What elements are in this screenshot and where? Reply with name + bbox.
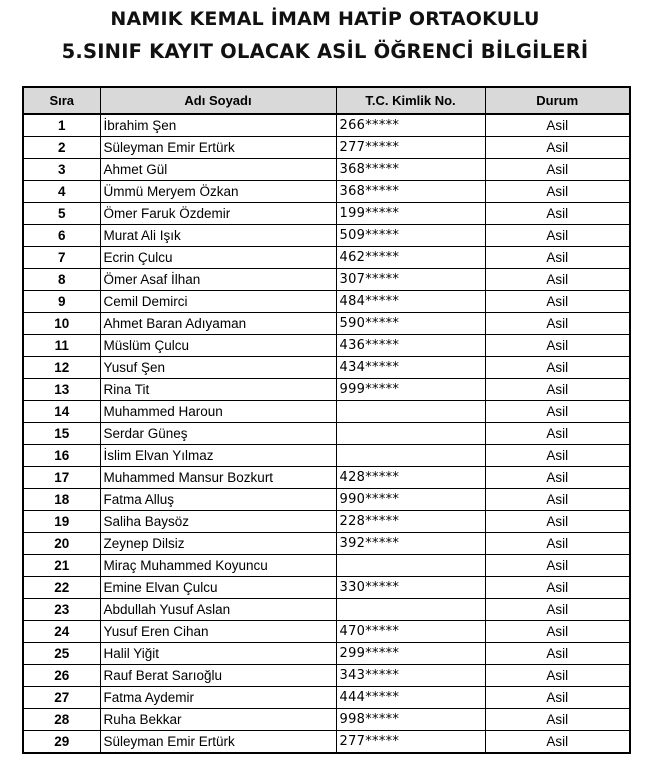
row-student-name: Fatma Aydemir xyxy=(100,687,336,709)
row-id-number: 199***** xyxy=(336,203,485,225)
row-student-name: İbrahim Şen xyxy=(100,114,336,137)
row-student-name: İslim Elvan Yılmaz xyxy=(100,445,336,467)
row-id-number: 509***** xyxy=(336,225,485,247)
table-row xyxy=(23,291,630,313)
row-student-name: Ömer Asaf İlhan xyxy=(100,269,336,291)
table-row xyxy=(23,335,630,357)
row-order-no: 23 xyxy=(23,599,100,621)
row-status: Asil xyxy=(485,225,630,247)
row-order-no: 17 xyxy=(23,467,100,489)
student-table xyxy=(22,86,631,754)
table-row xyxy=(23,247,630,269)
row-student-name: Saliha Baysöz xyxy=(100,511,336,533)
row-status: Asil xyxy=(485,114,630,137)
row-status: Asil xyxy=(485,379,630,401)
header-status: Durum xyxy=(485,87,630,114)
row-id-number: 434***** xyxy=(336,357,485,379)
table-row xyxy=(23,181,630,203)
row-student-name: Müslüm Çulcu xyxy=(100,335,336,357)
row-status: Asil xyxy=(485,555,630,577)
table-row xyxy=(23,665,630,687)
table-row xyxy=(23,357,630,379)
row-id-number: 999***** xyxy=(336,379,485,401)
row-id-number: 277***** xyxy=(336,137,485,159)
table-row xyxy=(23,445,630,467)
row-student-name: Ahmet Gül xyxy=(100,159,336,181)
table-row xyxy=(23,203,630,225)
row-status: Asil xyxy=(485,159,630,181)
row-student-name: Muhammed Mansur Bozkurt xyxy=(100,467,336,489)
table-row xyxy=(23,643,630,665)
row-id-number xyxy=(336,555,485,577)
row-id-number xyxy=(336,445,485,467)
row-id-number: 277***** xyxy=(336,731,485,754)
row-order-no: 20 xyxy=(23,533,100,555)
row-student-name: Ahmet Baran Adıyaman xyxy=(100,313,336,335)
row-order-no: 10 xyxy=(23,313,100,335)
row-id-number: 436***** xyxy=(336,335,485,357)
table-row xyxy=(23,731,630,754)
row-status: Asil xyxy=(485,203,630,225)
school-name-title: NAMIK KEMAL İMAM HATİP ORTAOKULU xyxy=(110,8,540,30)
row-order-no: 13 xyxy=(23,379,100,401)
row-order-no: 11 xyxy=(23,335,100,357)
row-status: Asil xyxy=(485,181,630,203)
table-row xyxy=(23,511,630,533)
row-student-name: Fatma Alluş xyxy=(100,489,336,511)
row-id-number: 266***** xyxy=(336,114,485,137)
row-order-no: 14 xyxy=(23,401,100,423)
table-row xyxy=(23,599,630,621)
table-row xyxy=(23,159,630,181)
row-student-name: Zeynep Dilsiz xyxy=(100,533,336,555)
row-order-no: 29 xyxy=(23,731,100,754)
row-status: Asil xyxy=(485,731,630,754)
row-order-no: 27 xyxy=(23,687,100,709)
row-status: Asil xyxy=(485,445,630,467)
row-order-no: 9 xyxy=(23,291,100,313)
row-status: Asil xyxy=(485,687,630,709)
row-id-number: 470***** xyxy=(336,621,485,643)
row-order-no: 19 xyxy=(23,511,100,533)
row-id-number xyxy=(336,401,485,423)
row-order-no: 3 xyxy=(23,159,100,181)
row-status: Asil xyxy=(485,643,630,665)
table-row xyxy=(23,401,630,423)
row-order-no: 15 xyxy=(23,423,100,445)
row-student-name: Halil Yiğit xyxy=(100,643,336,665)
table-row xyxy=(23,577,630,599)
row-order-no: 18 xyxy=(23,489,100,511)
table-row xyxy=(23,313,630,335)
row-student-name: Süleyman Emir Ertürk xyxy=(100,137,336,159)
row-student-name: Ömer Faruk Özdemir xyxy=(100,203,336,225)
row-status: Asil xyxy=(485,247,630,269)
row-status: Asil xyxy=(485,599,630,621)
table-row xyxy=(23,137,630,159)
row-id-number: 590***** xyxy=(336,313,485,335)
row-id-number: 998***** xyxy=(336,709,485,731)
row-id-number: 330***** xyxy=(336,577,485,599)
table-row xyxy=(23,687,630,709)
row-student-name: Serdar Güneş xyxy=(100,423,336,445)
row-status: Asil xyxy=(485,665,630,687)
row-status: Asil xyxy=(485,533,630,555)
table-row xyxy=(23,114,630,137)
row-id-number: 428***** xyxy=(336,467,485,489)
row-student-name: Yusuf Eren Cihan xyxy=(100,621,336,643)
row-id-number: 299***** xyxy=(336,643,485,665)
row-order-no: 12 xyxy=(23,357,100,379)
row-id-number: 484***** xyxy=(336,291,485,313)
row-order-no: 28 xyxy=(23,709,100,731)
header-order-no: Sıra xyxy=(23,87,100,114)
row-order-no: 16 xyxy=(23,445,100,467)
row-student-name: Ümmü Meryem Özkan xyxy=(100,181,336,203)
list-subtitle: 5.SINIF KAYIT OLACAK ASİL ÖĞRENCİ BİLGİLERİ xyxy=(61,40,589,63)
row-student-name: Rauf Berat Sarıoğlu xyxy=(100,665,336,687)
table-row xyxy=(23,709,630,731)
table-row xyxy=(23,269,630,291)
row-student-name: Miraç Muhammed Koyuncu xyxy=(100,555,336,577)
table-row xyxy=(23,379,630,401)
row-id-number: 343***** xyxy=(336,665,485,687)
row-student-name: Rina Tit xyxy=(100,379,336,401)
row-order-no: 8 xyxy=(23,269,100,291)
table-row xyxy=(23,467,630,489)
table-row xyxy=(23,533,630,555)
header-row xyxy=(23,87,630,114)
row-student-name: Emine Elvan Çulcu xyxy=(100,577,336,599)
row-order-no: 2 xyxy=(23,137,100,159)
row-status: Asil xyxy=(485,423,630,445)
row-student-name: Cemil Demirci xyxy=(100,291,336,313)
row-student-name: Muhammed Haroun xyxy=(100,401,336,423)
row-id-number: 392***** xyxy=(336,533,485,555)
table-row xyxy=(23,555,630,577)
row-status: Asil xyxy=(485,357,630,379)
row-status: Asil xyxy=(485,313,630,335)
row-order-no: 21 xyxy=(23,555,100,577)
row-id-number: 307***** xyxy=(336,269,485,291)
row-status: Asil xyxy=(485,269,630,291)
row-status: Asil xyxy=(485,621,630,643)
row-id-number: 368***** xyxy=(336,159,485,181)
row-status: Asil xyxy=(485,709,630,731)
row-status: Asil xyxy=(485,467,630,489)
row-id-number: 368***** xyxy=(336,181,485,203)
row-id-number: 228***** xyxy=(336,511,485,533)
table-row xyxy=(23,489,630,511)
table-row xyxy=(23,225,630,247)
row-id-number: 444***** xyxy=(336,687,485,709)
table-body xyxy=(23,114,630,753)
row-status: Asil xyxy=(485,577,630,599)
header-id-number: T.C. Kimlik No. xyxy=(336,87,485,114)
row-student-name: Süleyman Emir Ertürk xyxy=(100,731,336,754)
table-header xyxy=(23,87,630,114)
row-status: Asil xyxy=(485,291,630,313)
table-row xyxy=(23,621,630,643)
row-order-no: 1 xyxy=(23,114,100,137)
row-student-name: Ruha Bekkar xyxy=(100,709,336,731)
row-status: Asil xyxy=(485,137,630,159)
row-student-name: Abdullah Yusuf Aslan xyxy=(100,599,336,621)
row-id-number: 990***** xyxy=(336,489,485,511)
row-student-name: Ecrin Çulcu xyxy=(100,247,336,269)
row-order-no: 6 xyxy=(23,225,100,247)
row-order-no: 25 xyxy=(23,643,100,665)
row-order-no: 24 xyxy=(23,621,100,643)
row-order-no: 4 xyxy=(23,181,100,203)
row-id-number: 462***** xyxy=(336,247,485,269)
row-status: Asil xyxy=(485,401,630,423)
row-order-no: 26 xyxy=(23,665,100,687)
header-full-name: Adı Soyadı xyxy=(100,87,336,114)
row-order-no: 7 xyxy=(23,247,100,269)
row-id-number xyxy=(336,599,485,621)
table-row xyxy=(23,423,630,445)
row-student-name: Murat Ali Işık xyxy=(100,225,336,247)
row-status: Asil xyxy=(485,335,630,357)
row-student-name: Yusuf Şen xyxy=(100,357,336,379)
row-status: Asil xyxy=(485,489,630,511)
row-status: Asil xyxy=(485,511,630,533)
row-id-number xyxy=(336,423,485,445)
row-order-no: 5 xyxy=(23,203,100,225)
row-order-no: 22 xyxy=(23,577,100,599)
